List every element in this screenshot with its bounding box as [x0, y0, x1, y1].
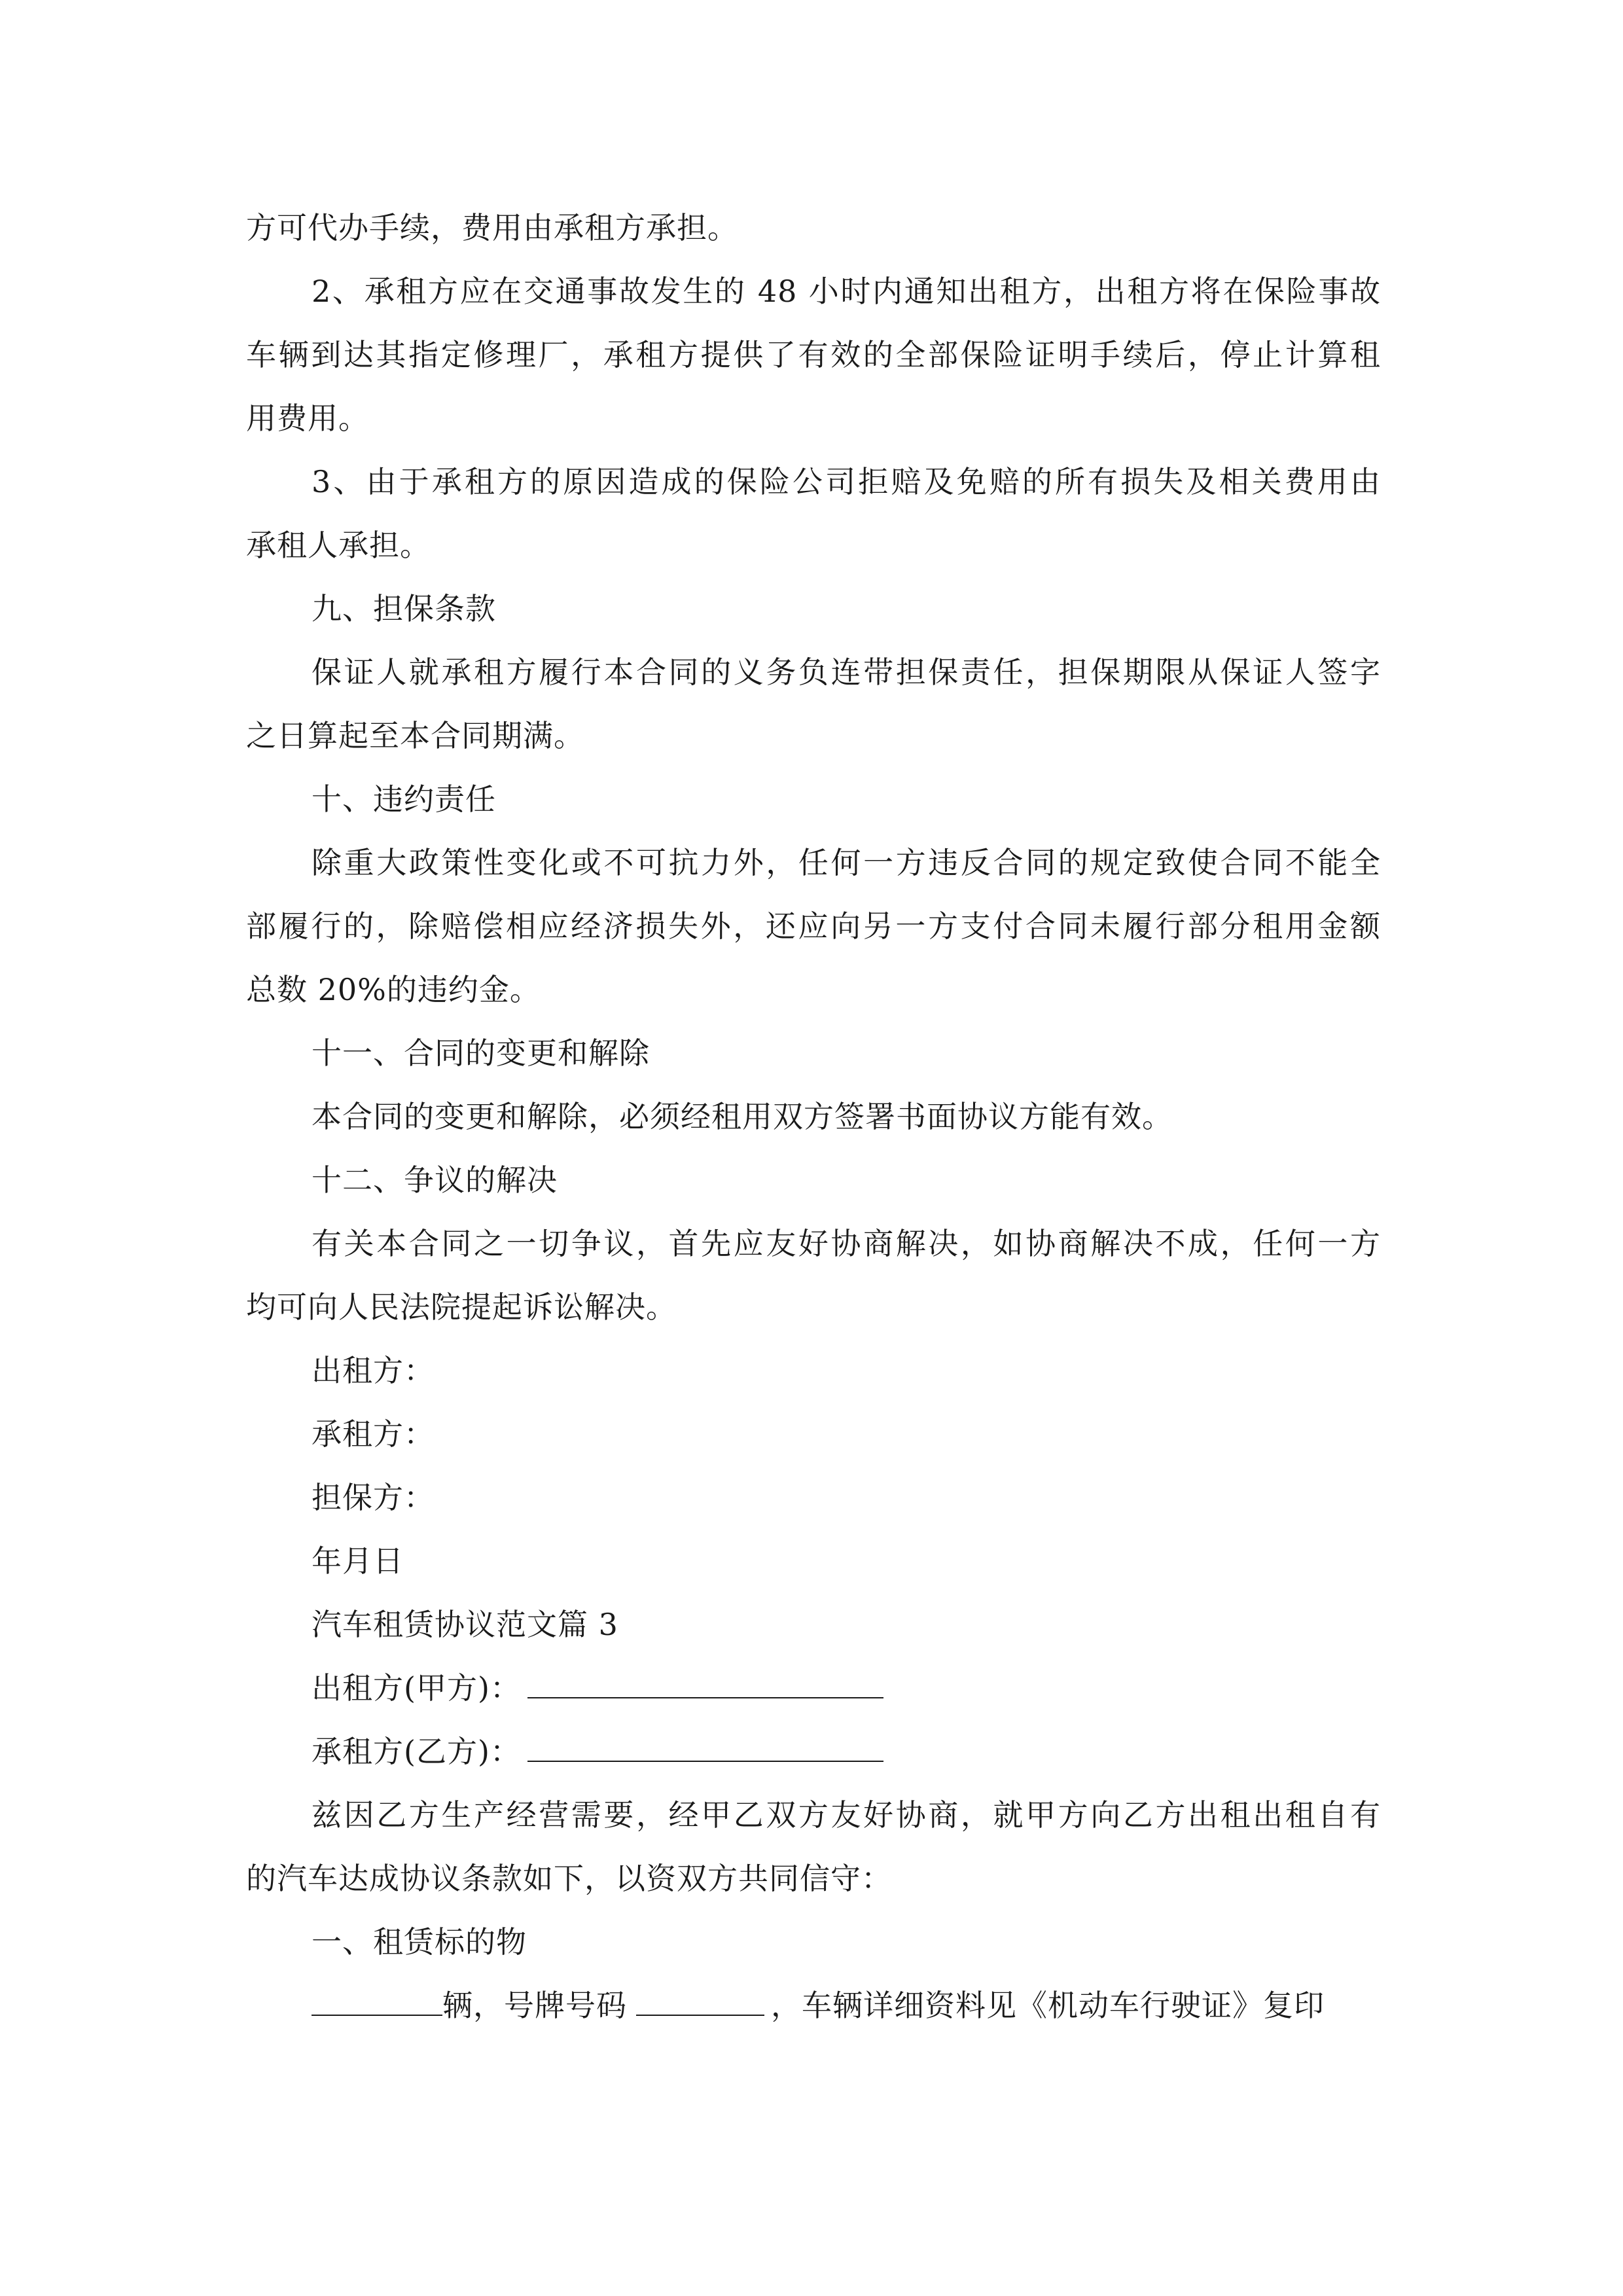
paragraph-line: 之日算起至本合同期满。 — [246, 718, 584, 753]
party-b-line — [246, 1720, 1381, 1784]
document-page — [246, 196, 1381, 2037]
paragraph-line: 本合同的变更和解除，必须经租用双方签署书面协议方能有效。 — [312, 1099, 1173, 1134]
vehicle-line — [246, 1974, 1381, 2037]
paragraph-line: 3、由于承租方的原因造成的保险公司拒赔及免赔的所有损失及相关费用由 — [312, 464, 1381, 499]
vehicle-text-a: 辆，号牌号码 — [442, 1988, 627, 2023]
vehicle-count-blank — [312, 1988, 442, 2016]
party-a-blank — [527, 1671, 883, 1698]
paragraph-line: 方可代办手续，费用由承租方承担。 — [246, 210, 738, 245]
plate-number-blank — [636, 1988, 764, 2016]
section-heading: 一、租赁标的物 — [312, 1924, 527, 1960]
paragraph-line: 除重大政策性变化或不可抗力外，任何一方违反合同的规定致使合同不能全 — [312, 845, 1381, 880]
paragraph-line: 车辆到达其指定修理厂，承租方提供了有效的全部保险证明手续后，停止计算租 — [246, 337, 1381, 372]
paragraph-line: 保证人就承租方履行本合同的义务负连带担保责任，担保期限从保证人签字 — [312, 655, 1381, 690]
paragraph-line: 有关本合同之一切争议，首先应友好协商解决，如协商解决不成，任何一方 — [312, 1226, 1381, 1261]
signature-lessee: 承租方： — [312, 1416, 435, 1452]
section-heading: 九、担保条款 — [312, 591, 496, 626]
signature-lessor: 出租方： — [312, 1353, 435, 1388]
section-heading: 十、违约责任 — [312, 781, 496, 817]
signature-guarantor: 担保方： — [312, 1480, 435, 1515]
section-heading: 十二、争议的解决 — [312, 1162, 558, 1198]
paragraph-line: 部履行的，除赔偿相应经济损失外，还应向另一方支付合同未履行部分租用金额 — [246, 908, 1381, 944]
paragraph-line: 的汽车达成协议条款如下，以资双方共同信守： — [246, 1861, 892, 1896]
paragraph-line: 总数 20%的违约金。 — [246, 972, 541, 1007]
party-a-line — [246, 1657, 1381, 1720]
party-b-blank — [527, 1734, 883, 1762]
paragraph-line: 承租人承担。 — [246, 528, 431, 563]
paragraph-line: 2、承租方应在交通事故发生的 48 小时内通知出租方，出租方将在保险事故 — [312, 274, 1381, 309]
party-b-label: 承租方(乙方)： — [312, 1734, 521, 1769]
document-title: 汽车租赁协议范文篇 3 — [312, 1607, 618, 1642]
paragraph-line: 兹因乙方生产经营需要，经甲乙双方友好协商，就甲方向乙方出租出租自有 — [312, 1797, 1381, 1833]
paragraph-line: 用费用。 — [246, 401, 369, 436]
party-a-label: 出租方(甲方)： — [312, 1670, 521, 1706]
section-heading: 十一、合同的变更和解除 — [312, 1035, 650, 1071]
vehicle-text-b: ，车辆详细资料见《机动车行驶证》复印 — [771, 1988, 1325, 2023]
signature-date: 年月日 — [312, 1543, 404, 1579]
paragraph-line: 均可向人民法院提起诉讼解决。 — [246, 1289, 677, 1325]
